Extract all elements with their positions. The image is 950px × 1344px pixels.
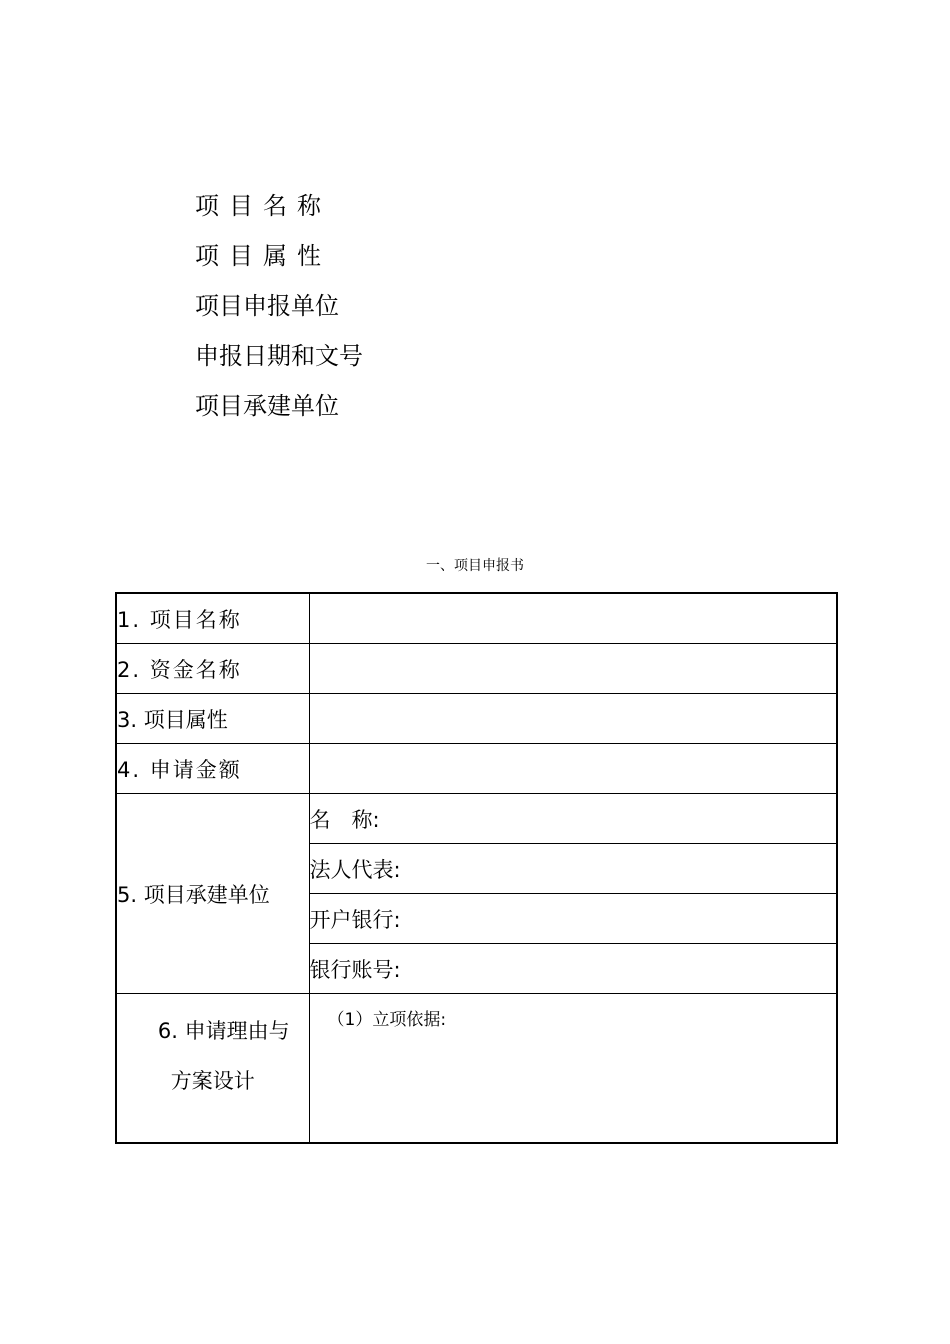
cover-field-date-and-doc-number: 申报日期和文号 [195,342,363,370]
label-requested-amount: 4. 申请金额 [116,744,309,794]
table-row [116,794,837,844]
reason-label-line1: 6. 申请理由与 [157,1019,290,1043]
cover-field-applicant-unit: 项目申报单位 [195,292,339,320]
bank-name-field[interactable]: 开户银行: [309,894,837,944]
table-row [116,744,837,794]
value-fund-name[interactable] [309,644,837,694]
project-basis-text: （1）立项依据: [327,1010,447,1030]
label-project-attribute: 3. 项目属性 [116,694,309,744]
value-project-attribute[interactable] [309,694,837,744]
value-project-name[interactable] [309,593,837,644]
table-row [116,994,837,1144]
label-fund-name: 2. 资金名称 [116,644,309,694]
application-form-table [115,592,838,1144]
bank-account-field[interactable]: 银行账号: [309,944,837,994]
table-row [116,593,837,644]
label-contractor-unit: 5. 项目承建单位 [116,794,309,994]
cover-field-project-name: 项目名称 [195,192,331,220]
cover-field-project-attribute: 项目属性 [195,242,331,270]
reason-content-area[interactable] [309,994,837,1144]
reason-label-line2: 方案设计 [170,1069,255,1093]
legal-representative-field[interactable]: 法人代表: [309,844,837,894]
table-row [116,694,837,744]
contractor-name-field[interactable]: 名 称: [309,794,837,844]
label-reason-and-plan [116,994,309,1144]
label-project-name: 1. 项目名称 [116,593,309,644]
cover-field-contractor-unit: 项目承建单位 [195,392,339,420]
section-title: 一、项目申报书 [426,558,524,574]
value-requested-amount[interactable] [309,744,837,794]
table-row [116,644,837,694]
cover-field-list [195,187,363,437]
